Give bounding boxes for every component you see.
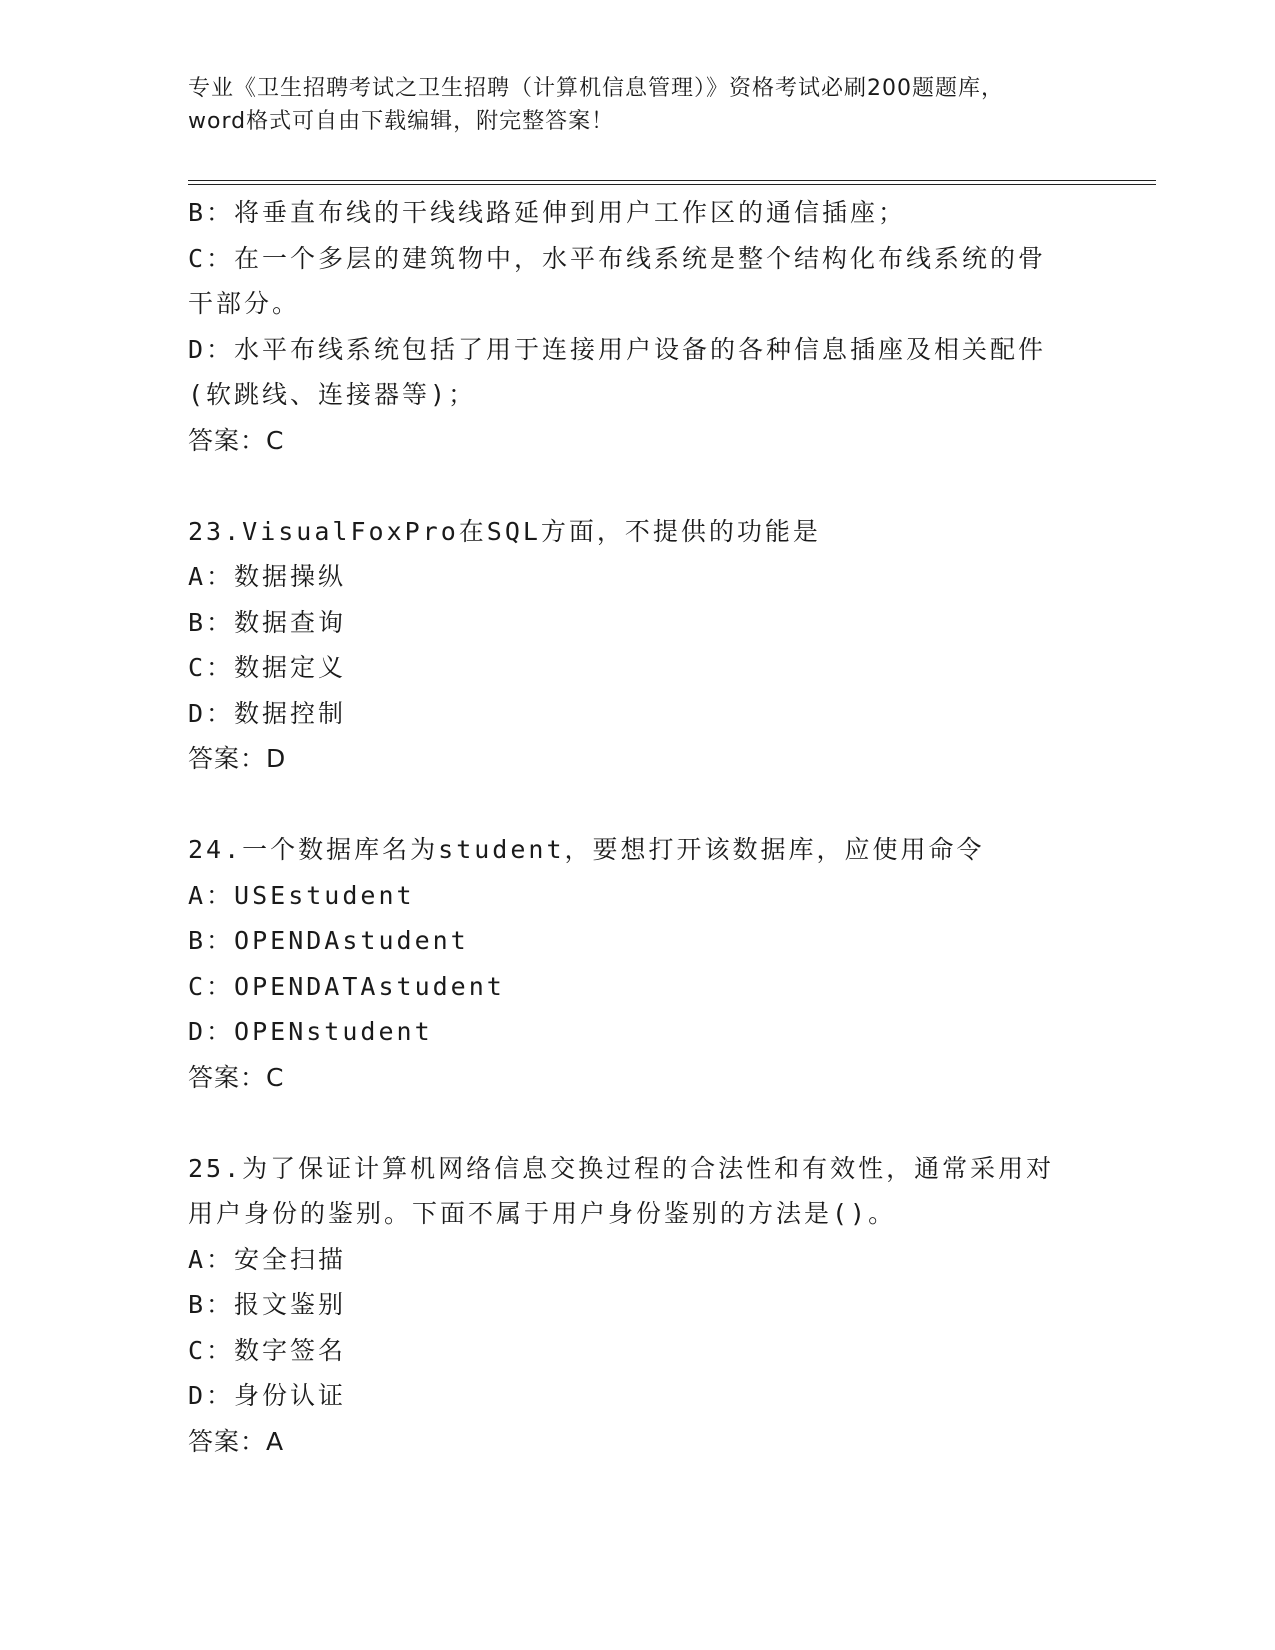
- q24-question: 24.一个数据库名为student，要想打开该数据库，应使用命令: [188, 835, 985, 864]
- prev-answer: 答案：C: [188, 425, 285, 455]
- q25-option-c: C：数字签名: [188, 1335, 347, 1365]
- header-divider: [188, 180, 1156, 185]
- q24-option-a: A：USEstudent: [188, 880, 415, 910]
- header-line-2: word格式可自由下载编辑，附完整答案！: [188, 109, 615, 134]
- q25-question-line-1: 25.为了保证计算机网络信息交换过程的合法性和有效性，通常采用对: [188, 1153, 1055, 1183]
- q24-option-d: D：OPENstudent: [188, 1017, 433, 1046]
- q25-option-d: D：身份认证: [188, 1381, 347, 1410]
- q24-option-c: C：OPENDATAstudent: [188, 971, 505, 1001]
- q23-answer: 答案：D: [188, 744, 287, 773]
- q25-answer: 答案：A: [188, 1426, 285, 1456]
- q25-question-line-2: 用户身份的鉴别。下面不属于用户身份鉴别的方法是()。: [188, 1199, 897, 1228]
- spacer: [188, 1100, 1088, 1146]
- prev-option-d-line-2: (软跳线、连接器等)；: [188, 380, 477, 409]
- spacer: [188, 782, 1088, 828]
- q23-option-c: C：数据定义: [188, 653, 347, 682]
- q25-option-b: B：报文鉴别: [188, 1290, 347, 1319]
- q24-option-b: B：OPENDAstudent: [188, 926, 469, 955]
- q25-option-a: A：安全扫描: [188, 1244, 347, 1274]
- prev-option-c-line-2: 干部分。: [188, 289, 301, 318]
- q23-option-a: A：数据操纵: [188, 562, 347, 591]
- prev-option-b: B：将垂直布线的干线线路延伸到用户工作区的通信插座；: [188, 198, 907, 227]
- header-line-1: 专业《卫生招聘考试之卫生招聘（计算机信息管理）》资格考试必刷200题题库，: [188, 76, 1004, 101]
- prev-option-d-line-1: D：水平布线系统包括了用于连接用户设备的各种信息插座及相关配件: [188, 334, 1047, 364]
- q23-question: 23.VisualFoxPro在SQL方面，不提供的功能是: [188, 516, 821, 546]
- spacer: [188, 463, 1088, 509]
- document-header: [188, 72, 1088, 138]
- q23-option-d: D：数据控制: [188, 698, 347, 728]
- q23-option-b: B：数据查询: [188, 607, 347, 637]
- prev-option-c-line-1: C：在一个多层的建筑物中，水平布线系统是整个结构化布线系统的骨: [188, 243, 1047, 273]
- question-content: [188, 190, 1088, 1464]
- q24-answer: 答案：C: [188, 1062, 285, 1092]
